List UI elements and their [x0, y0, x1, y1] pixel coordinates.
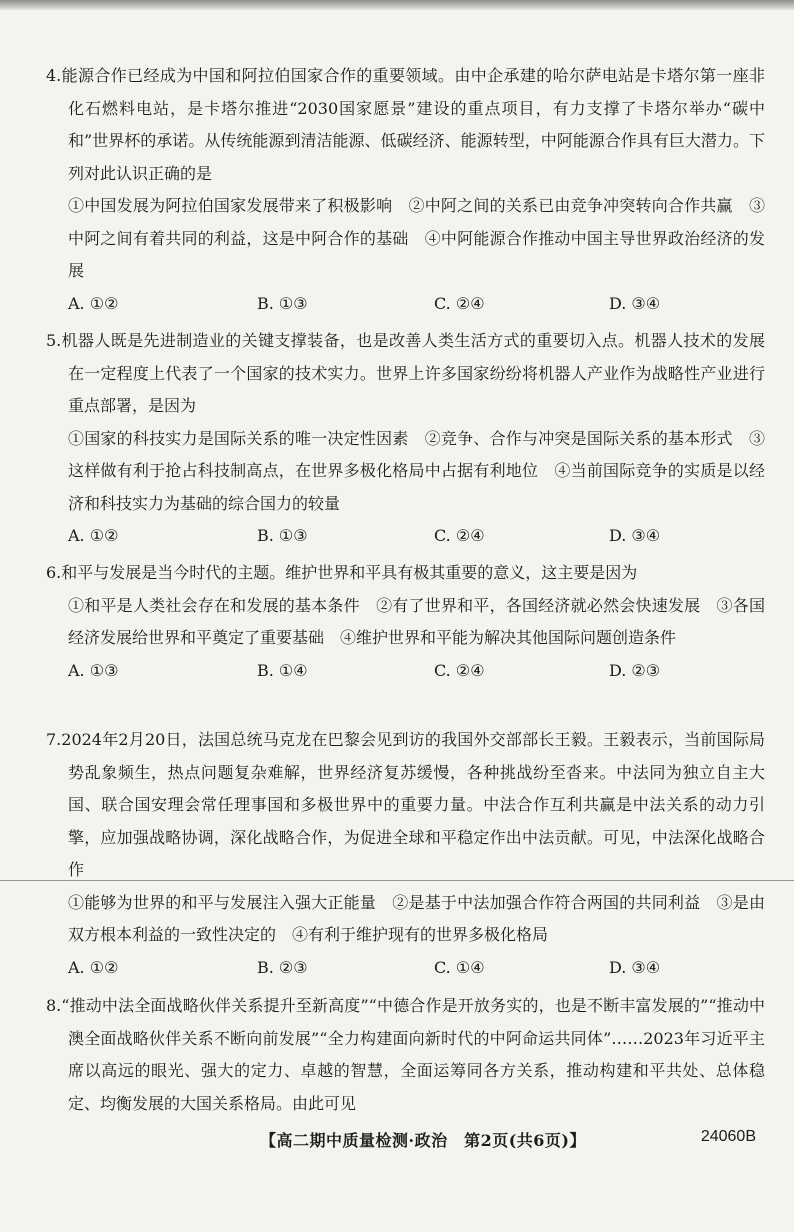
answer-choices	[68, 288, 765, 320]
choice-b: B. ①③	[257, 293, 308, 313]
question-7	[40, 724, 765, 984]
choice-d: D. ③④	[609, 293, 661, 313]
question-statements: ①中国发展为阿拉伯国家发展带来了积极影响 ②中阿之间的关系已由竞争冲突转向合作共赢 ③中阿之间有着共同的利益，这是中阿合作的基础 ④中阿能源合作推动中国主导世界政治经济的发展	[68, 196, 765, 280]
question-5	[40, 325, 765, 552]
question-stem: 7.2024年2月20日，法国总统马克龙在巴黎会见到访的我国外交部部长王毅。王毅表示，当前国际局势乱象频生，热点问题复杂难解，世界经济复苏缓慢，各种挑战纷至沓来。中法同为独立自主大国、联合国安理会常任理事国和多极世界中的重要力量。中法合作互利共赢是中法关系的动力引擎，应加强战略协调，深化战略合作，为促进全球和平稳定作出中法贡献。可见，中法深化战略合作	[46, 730, 765, 879]
question-statements: ①国家的科技实力是国际关系的唯一决定性因素 ②竞争、合作与冲突是国际关系的基本形式 ③这样做有利于抢占科技制高点，在世界多极化格局中占据有利地位 ④当前国际竞争的实质是以经济和科技实力为基础的综合国力的较量	[68, 428, 765, 513]
choice-c: C. ②④	[434, 660, 485, 680]
choice-a: A. ①③	[68, 660, 119, 680]
choice-b: B. ②③	[257, 957, 308, 977]
question-statements: ①和平是人类社会存在和发展的基本条件 ②有了世界和平，各国经济就必然会快速发展 ③各国经济发展给世界和平奠定了重要基础 ④维护世界和平能为解决其他国际问题创造条件	[68, 595, 765, 647]
answer-choices	[68, 655, 765, 687]
question-statements: ①能够为世界的和平与发展注入强大正能量 ②是基于中法加强合作符合两国的共同利益 ③是由双方根本利益的一致性决定的 ④有利于维护现有的世界多极化格局	[68, 892, 765, 944]
question-stem: 8.“推动中法全面战略伙伴关系提升至新高度”“中德合作是开放务实的，也是不断丰富发展的”“推动中澳全面战略伙伴关系不断向前发展”“全力构建面向新时代的中阿命运共同体”……2023年习近平主席以高远的眼光、强大的定力、卓越的智慧，全面运筹同各方关系，推动构建和平共处、总体稳定、均衡发展的大国关系格局。由此可见	[46, 996, 765, 1113]
choice-c: C. ②④	[434, 526, 485, 545]
choice-a: A. ①②	[68, 526, 119, 545]
choice-c: C. ②④	[434, 293, 485, 313]
question-6	[40, 557, 765, 687]
choice-b: B. ①③	[257, 526, 308, 545]
choice-a: A. ①②	[68, 293, 119, 313]
choice-d: D. ②③	[609, 660, 661, 680]
choice-a: A. ①②	[68, 957, 119, 977]
choice-b: B. ①④	[257, 660, 308, 680]
page-footer	[0, 1120, 794, 1160]
scan-top-edge	[0, 0, 794, 10]
footer-code: 24060B	[700, 1128, 756, 1145]
question-4	[40, 60, 765, 320]
question-stem: 5.机器人既是先进制造业的关键支撑装备，也是改善人类生活方式的重要切入点。机器人技术的发展在一定程度上代表了一个国家的技术实力。世界上许多国家纷纷将机器人产业作为战略性产业进行重点部署，是因为	[46, 331, 765, 415]
question-stem: 4.能源合作已经成为中国和阿拉伯国家合作的重要领域。由中企承建的哈尔萨电站是卡塔尔第一座非化石燃料电站，是卡塔尔推进“2030国家愿景”建设的重点项目，有力支撑了卡塔尔举办“碳中和”世界杯的承诺。从传统能源到清洁能源、低碳经济、能源转型，中阿能源合作具有巨大潜力。下列对此认识正确的是	[46, 66, 765, 183]
question-stem: 6.和平与发展是当今时代的主题。维护世界和平具有极其重要的意义，这主要是因为	[46, 563, 638, 582]
question-8	[40, 990, 765, 1120]
answer-choices	[68, 952, 765, 984]
choice-d: D. ③④	[609, 526, 661, 545]
choice-c: C. ①④	[434, 957, 485, 977]
footer-title: 【高二期中质量检测·政治 第2页(共6页)】	[260, 1131, 586, 1150]
choice-d: D. ③④	[609, 957, 661, 977]
answer-choices	[68, 520, 765, 552]
